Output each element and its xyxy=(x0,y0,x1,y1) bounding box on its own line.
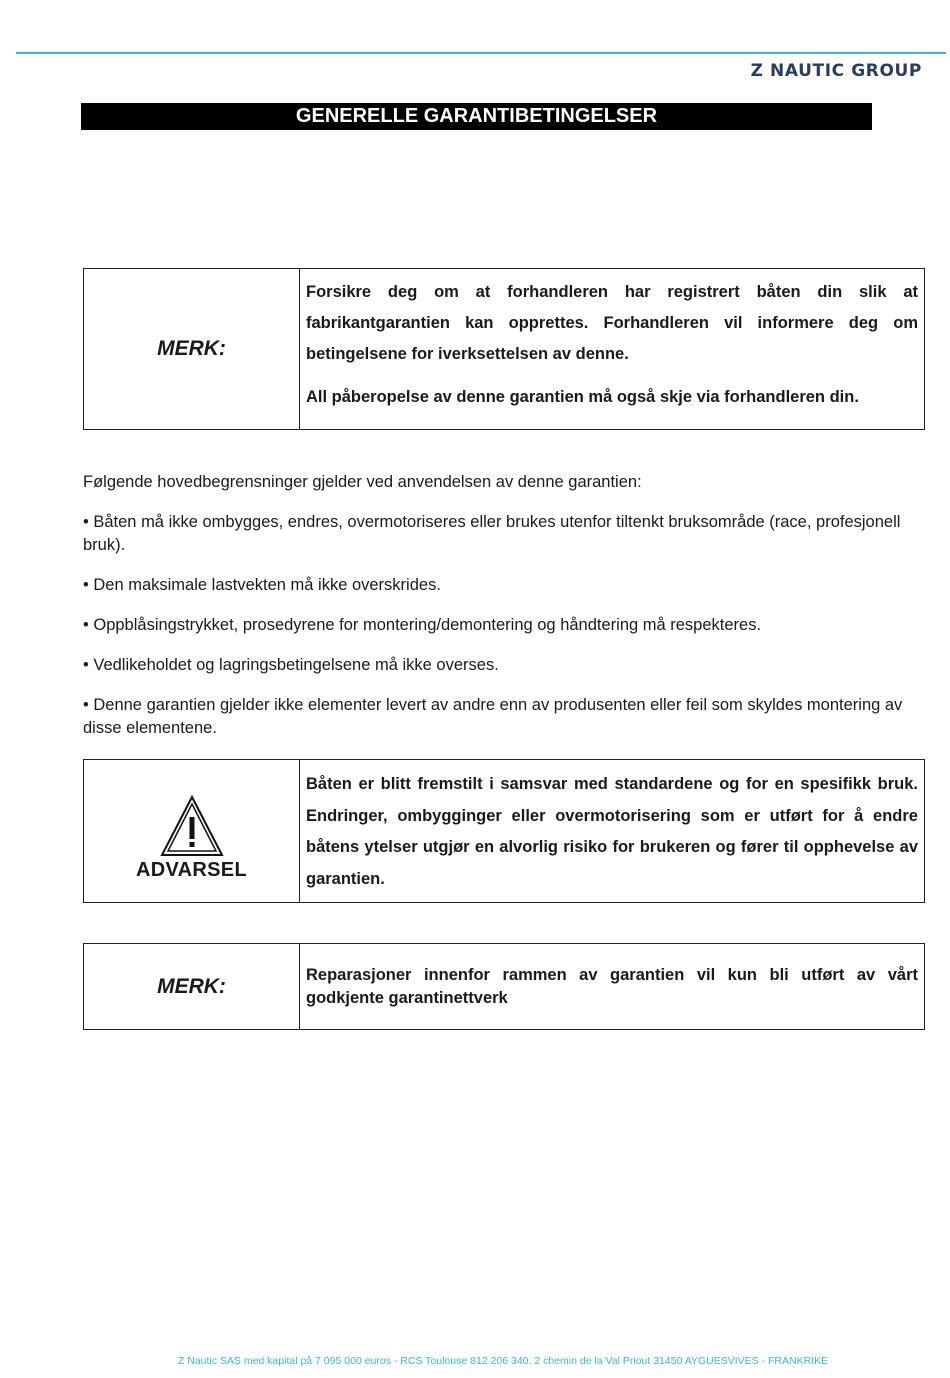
note-text-cell xyxy=(300,944,924,1029)
footer-company-info: Z Nautic SAS med kapital på 7 095 000 euros - RCS Toulouse 812 206 340. 2 chemin de la Val Priout 31450 AYGUESVIVES - FRANKRIKE xyxy=(177,1355,829,1367)
note-text-cell xyxy=(300,269,924,429)
note-paragraph: All påberopelse av denne garantien må også skje via forhandleren din. xyxy=(306,388,859,406)
note-box-repairs xyxy=(83,943,925,1030)
note-paragraph: Reparasjoner innenfor rammen av garantien vil kun bli utført av vårt godkjente garantinettverk xyxy=(306,966,918,1007)
limitation-item: • Denne garantien gjelder ikke elementer levert av andre enn av produsenten eller feil som skyldes montering av disse elementene. xyxy=(83,696,903,737)
page-title: GENERELLE GARANTIBETINGELSER xyxy=(81,103,872,130)
limitation-item: • Oppblåsingstrykket, prosedyrene for montering/demontering og håndtering må respekteres. xyxy=(83,616,762,634)
brand-logo: Z NAUTIC GROUP xyxy=(750,61,922,81)
header-rule xyxy=(16,52,946,54)
note-label-cell xyxy=(84,269,300,429)
warning-text-cell xyxy=(300,760,924,902)
limitations-intro: Følgende hovedbegrensninger gjelder ved anvendelsen av denne garantien: xyxy=(83,473,642,491)
warning-box xyxy=(83,759,925,903)
limitation-item: • Båten må ikke ombygges, endres, overmotoriseres eller brukes utenfor tiltenkt bruksområde (race, profesjonell bruk). xyxy=(83,513,901,554)
warning-label: ADVARSEL xyxy=(136,858,247,881)
note-paragraph: Forsikre deg om at forhandleren har registrert båten din slik at fabrikantgarantien kan opprettes. Forhandleren vil informere deg om betingelsene for iverksettelsen av denne. xyxy=(306,283,918,363)
note-label: MERK: xyxy=(157,974,226,998)
note-box-registration xyxy=(83,268,925,430)
warning-text: Båten er blitt fremstilt i samsvar med standardene og for en spesifikk bruk. Endringer, ombygginger eller overmotorisering som er utført for å endre båtens ytelser utgjør en alvorlig risiko for brukeren og fører til opphevelse av garantien. xyxy=(306,775,918,888)
warning-label-cell xyxy=(84,760,300,902)
warning-triangle-icon xyxy=(160,795,224,857)
note-label-cell xyxy=(84,944,300,1029)
limitation-item: • Vedlikeholdet og lagringsbetingelsene må ikke overses. xyxy=(83,656,499,674)
note-label: MERK: xyxy=(157,337,226,360)
limitation-item: • Den maksimale lastvekten må ikke overskrides. xyxy=(83,576,441,594)
